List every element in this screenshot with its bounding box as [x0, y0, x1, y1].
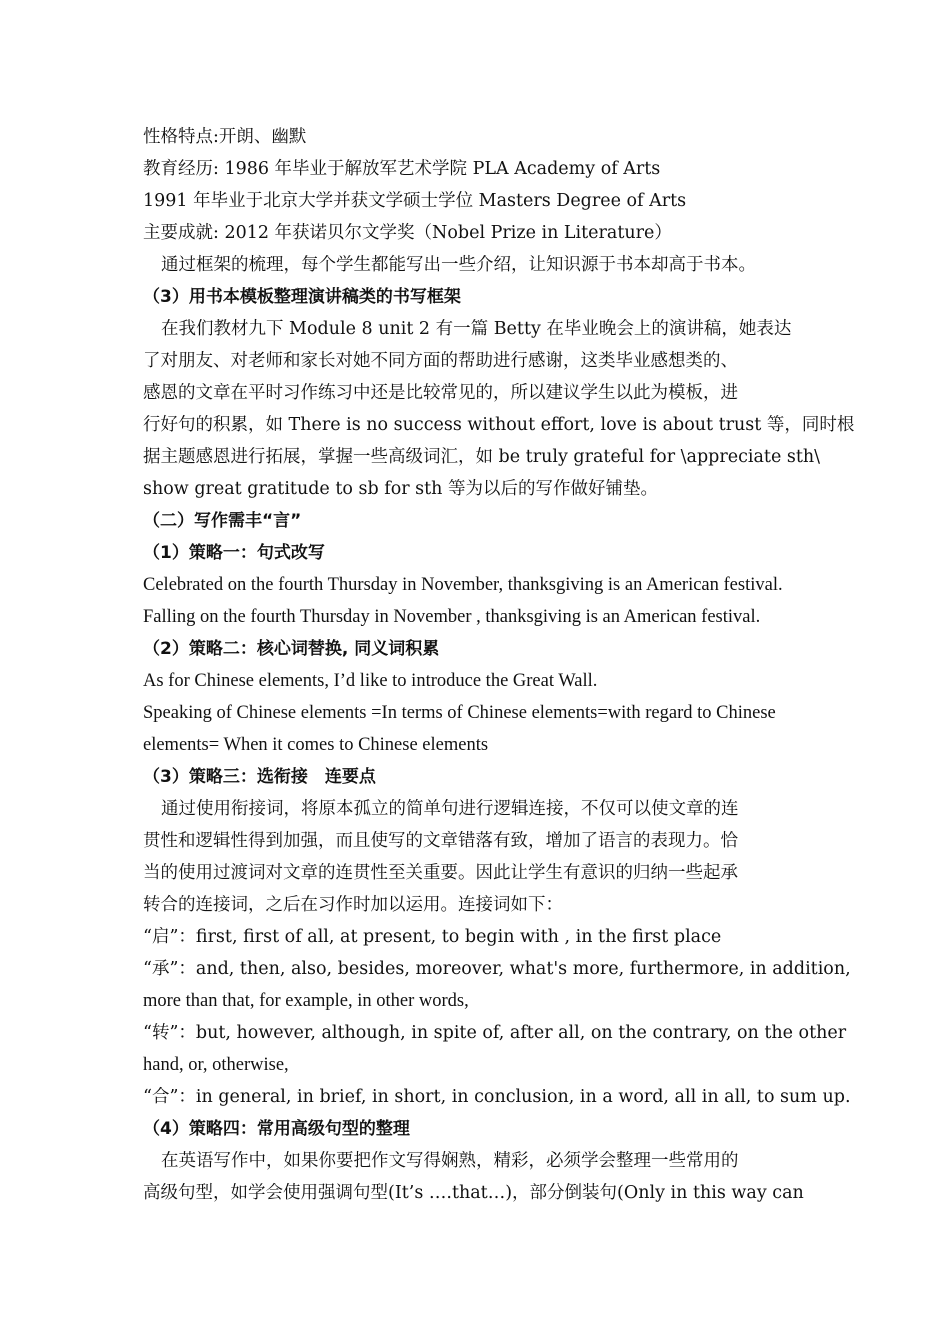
- document-body: [143, 121, 855, 1209]
- text-line: 主要成就: 2012 年获诺贝尔文学奖（Nobel Prize in Literature）: [143, 223, 672, 243]
- paragraph-first-line: 通过框架的梳理，每个学生都能写出一些介绍，让知识源于书本却高于书本。: [161, 255, 756, 275]
- paragraph-first-line: 在英语写作中，如果你要把作文写得娴熟，精彩，必须学会整理一些常用的: [161, 1151, 739, 1171]
- text-line: 教育经历: 1986 年毕业于解放军艺术学院 PLA Academy of Arts: [143, 159, 661, 179]
- text-line: Falling on the fourth Thursday in November , thanksgiving is an American festival.: [143, 607, 761, 627]
- text-line: “转”：but, however, although, in spite of, after all, on the contrary, on the other: [143, 1023, 847, 1043]
- text-line: 感恩的文章在平时习作练习中还是比较常见的，所以建议学生以此为模板，进: [143, 383, 738, 403]
- text-line: show great gratitude to sb for sth 等为以后的写作做好铺垫。: [143, 479, 659, 499]
- text-line: hand, or, otherwise,: [143, 1055, 289, 1075]
- section-heading: （3）用书本模板整理演讲稿类的书写框架: [143, 287, 461, 307]
- paragraph-first-line: 在我们教材九下 Module 8 unit 2 有一篇 Betty 在毕业晚会上的演讲稿，她表达: [161, 319, 792, 339]
- text-line: “启”：first, first of all, at present, to begin with , in the first place: [143, 927, 722, 947]
- text-line: more than that, for example, in other words,: [143, 991, 469, 1011]
- text-line: As for Chinese elements, I’d like to introduce the Great Wall.: [143, 671, 598, 691]
- text-line: 转合的连接词，之后在习作时加以运用。连接词如下：: [143, 895, 563, 915]
- text-line: “承”：and, then, also, besides, moreover, what's more, furthermore, in addition,: [143, 959, 851, 979]
- section-heading: （1）策略一：句式改写: [143, 543, 325, 563]
- text-line: 高级句型，如学会使用强调句型(It’s ….that…)，部分倒装句(Only in this way can: [143, 1183, 804, 1203]
- text-line: 据主题感恩进行拓展，掌握一些高级词汇，如 be truly grateful for \appreciate sth\: [143, 447, 821, 467]
- text-line: 贯性和逻辑性得到加强，而且使写的文章错落有致，增加了语言的表现力。恰: [143, 831, 738, 851]
- text-line: Speaking of Chinese elements =In terms of Chinese elements=with regard to Chinese: [143, 703, 776, 723]
- section-heading: （二）写作需丰“言”: [143, 511, 302, 531]
- text-line: elements= When it comes to Chinese elements: [143, 735, 489, 755]
- text-line: 行好句的积累，如 There is no success without effort, love is about trust 等，同时根: [143, 415, 855, 435]
- text-line: Celebrated on the fourth Thursday in November, thanksgiving is an American festival.: [143, 575, 783, 595]
- text-line: “合”：in general, in brief, in short, in conclusion, in a word, all in all, to sum up.: [143, 1087, 851, 1107]
- section-heading: （4）策略四：常用高级句型的整理: [143, 1119, 410, 1139]
- section-heading: （3）策略三：选衔接 连要点: [143, 767, 376, 787]
- section-heading: （2）策略二：核心词替换, 同义词积累: [143, 639, 440, 659]
- text-line: 1991 年毕业于北京大学并获文学硕士学位 Masters Degree of Arts: [143, 191, 687, 211]
- paragraph-first-line: 通过使用衔接词，将原本孤立的简单句进行逻辑连接，不仅可以使文章的连: [161, 799, 739, 819]
- text-line: 性格特点:开朗、幽默: [143, 127, 307, 147]
- text-line: 了对朋友、对老师和家长对她不同方面的帮助进行感谢，这类毕业感想类的、: [143, 351, 738, 371]
- text-line: 当的使用过渡词对文章的连贯性至关重要。因此让学生有意识的归纳一些起承: [143, 863, 738, 883]
